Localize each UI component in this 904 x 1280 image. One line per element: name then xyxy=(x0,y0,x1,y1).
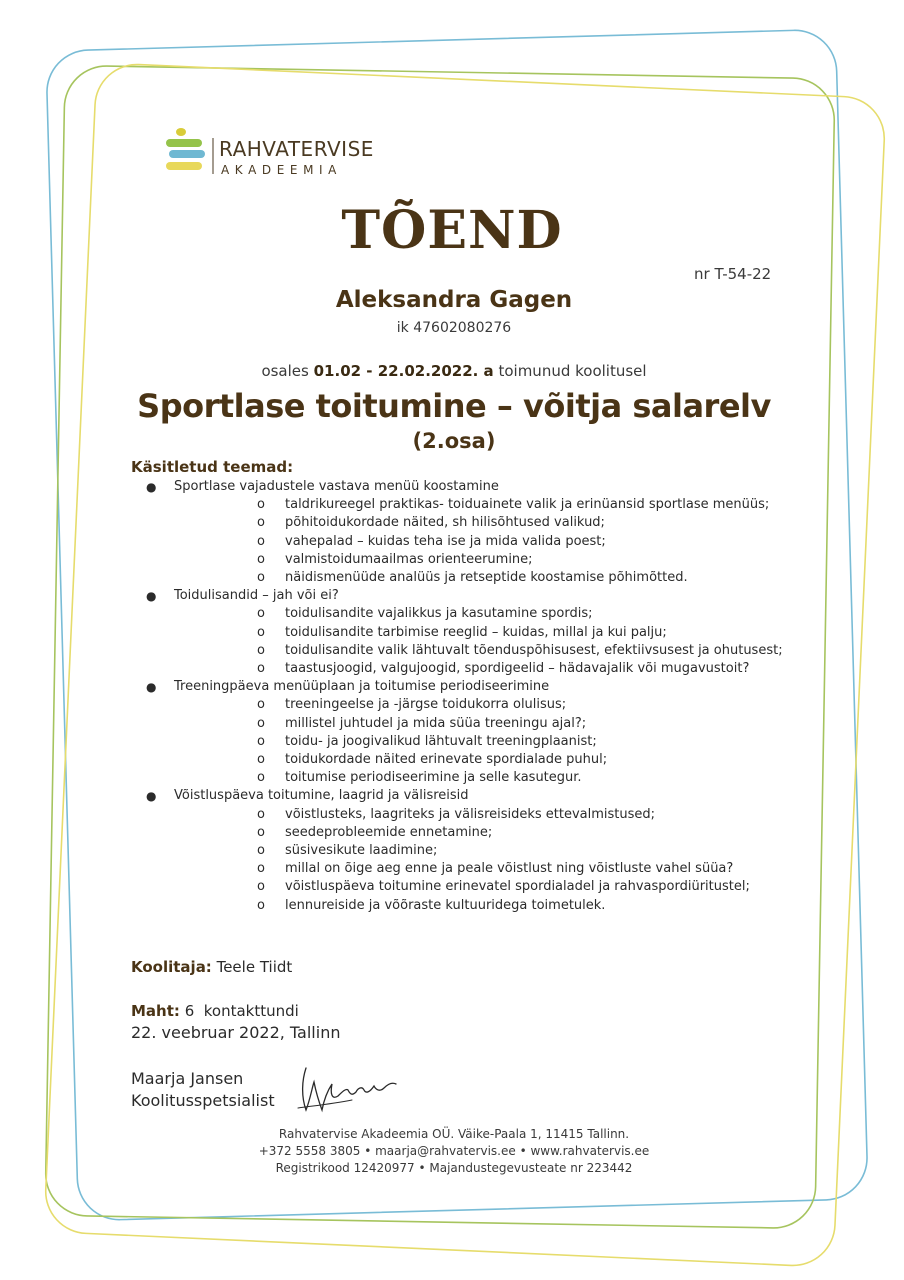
subtopic-text: süsivesikute laadimine; xyxy=(285,843,438,859)
circle-bullet-icon: o xyxy=(257,551,265,567)
circle-bullet-icon: o xyxy=(257,533,265,549)
logo-leaf xyxy=(176,128,186,136)
topic-title: Sportlase vajadustele vastava menüü koostamine xyxy=(174,479,499,494)
circle-bullet-icon: o xyxy=(257,879,265,895)
topic-item xyxy=(131,587,791,605)
circle-bullet-icon: o xyxy=(257,861,265,877)
attendance-line xyxy=(0,362,904,380)
topic-title: Treeningpäeva menüüplaan ja toitumise periodiseerimine xyxy=(174,679,550,695)
topic-title: Toidulisandid – jah või ei? xyxy=(174,588,339,604)
footer-address: Rahvatervise Akadeemia OÜ. Väike-Paala 1, 11415 Tallinn. xyxy=(278,1127,630,1141)
subtopic-item xyxy=(131,551,791,569)
circle-bullet-icon: o xyxy=(257,824,265,840)
participant-id-code: ik 47602080276 xyxy=(396,320,512,336)
circle-bullet-icon: o xyxy=(257,642,265,658)
bullet-icon: ● xyxy=(146,789,157,804)
subtopic-text: toidulisandite valik lähtuvalt tõenduspõhisusest, efektiivsusest ja ohutusest; xyxy=(285,642,783,658)
course-title: Sportlase toitumine – võitja salarelv xyxy=(137,387,771,425)
circle-bullet-icon: o xyxy=(257,697,265,713)
course-part: (2.osa) xyxy=(412,429,496,453)
circle-bullet-icon: o xyxy=(257,752,265,768)
circle-bullet-icon: o xyxy=(257,570,265,586)
subtopic-text: seedeprobleemide ennetamine; xyxy=(285,824,493,840)
subtopic-text: taldrikureegel praktikas- toiduainete valik ja erinüansid sportlase menüüs; xyxy=(285,497,770,513)
footer-registry: Registrikood 12420977 • Majandustegevusteate nr 223442 xyxy=(275,1161,633,1175)
subtopic-item xyxy=(131,605,791,623)
trainer-line xyxy=(131,958,292,976)
subtopic-text: põhitoidukordade näited, sh hilisõhtused valikud; xyxy=(285,515,605,531)
subtopic-text: võistluspäeva toitumine erinevatel spordialadel ja rahvaspordiüritustel; xyxy=(285,879,750,895)
logo-bar-yellow xyxy=(166,162,202,170)
subtopic-text: näidismenüüde analüüs ja retseptide koostamise põhimõtted. xyxy=(285,570,688,586)
bullet-icon: ● xyxy=(146,589,157,604)
subtopic-item xyxy=(131,733,791,751)
logo-bar-blue xyxy=(169,150,205,158)
subtopic-item xyxy=(131,751,791,769)
signature-icon xyxy=(292,1060,402,1120)
subtopic-item xyxy=(131,533,791,551)
circle-bullet-icon: o xyxy=(257,661,265,677)
subtopic-item xyxy=(131,842,791,860)
subtopic-text: võistlusteks, laagriteks ja välisreisideks ettevalmistused; xyxy=(285,806,656,822)
footer xyxy=(0,1126,904,1177)
subtopic-text: treeningeelse ja -järgse toidukorra olulisus; xyxy=(285,697,567,713)
circle-bullet-icon: o xyxy=(257,770,265,786)
logo-wordmark-line1: RAHVATERVISE xyxy=(219,137,374,161)
circle-bullet-icon: o xyxy=(257,606,265,622)
logo-bar-green xyxy=(166,139,202,147)
signer-role: Koolitusspetsialist xyxy=(131,1091,275,1110)
topic-item xyxy=(131,478,791,496)
subtopic-item xyxy=(131,806,791,824)
trainer-value: Teele Tiidt xyxy=(216,958,293,976)
signer-name: Maarja Jansen xyxy=(131,1069,244,1088)
circle-bullet-icon: o xyxy=(257,624,265,640)
footer-contacts: +372 5558 3805 • maarja@rahvatervis.ee • www.rahvatervis.ee xyxy=(258,1144,650,1158)
bullet-icon: ● xyxy=(146,480,157,494)
subtopic-item xyxy=(131,769,791,787)
subtopic-text: toidukordade näited erinevate spordialade puhul; xyxy=(285,752,608,768)
circle-bullet-icon: o xyxy=(257,733,265,749)
logo-wordmark-line2: AKADEEMIA xyxy=(221,163,342,177)
subtopic-text: taastusjoogid, valgujoogid, spordigeelid – hädavajalik või mugavustoit? xyxy=(285,661,750,677)
topic-title: Võistluspäeva toitumine, laagrid ja välisreisid xyxy=(174,788,469,804)
subtopic-text: toitumise periodiseerimine ja selle kasutegur. xyxy=(285,770,582,786)
subtopic-text: lennureiside ja võõraste kultuuridega toimetulek. xyxy=(285,897,606,913)
subtopic-text: toidu- ja joogivalikud lähtuvalt treeningplaanist; xyxy=(285,733,597,749)
signer-block xyxy=(131,1068,275,1112)
subtopic-text: toidulisandite vajalikkus ja kasutamine spordis; xyxy=(285,606,593,622)
circle-bullet-icon: o xyxy=(257,843,265,859)
trainer-label: Koolitaja: xyxy=(131,958,212,976)
topic-item xyxy=(131,787,791,805)
bullet-icon: ● xyxy=(146,680,157,695)
participant-name: Aleksandra Gagen xyxy=(335,287,573,313)
subtopic-item xyxy=(131,824,791,842)
attendance-prefix: osales xyxy=(261,362,309,380)
subtopic-text: vahepalad – kuidas teha ise ja mida valida poest; xyxy=(285,533,606,549)
page-title: TÕEND xyxy=(341,200,563,261)
topics-list xyxy=(131,478,791,915)
circle-bullet-icon: o xyxy=(257,515,265,531)
circle-bullet-icon: o xyxy=(257,897,265,913)
volume-label: Maht: xyxy=(131,1002,180,1020)
volume-value: 6 kontakttundi xyxy=(184,1002,299,1020)
subtopic-item xyxy=(131,715,791,733)
attendance-period: 01.02 - 22.02.2022. a xyxy=(313,362,494,380)
circle-bullet-icon: o xyxy=(257,806,265,822)
subtopic-item xyxy=(131,514,791,532)
subtopic-text: valmistoidumaailmas orienteerumine; xyxy=(285,551,533,567)
topic-item xyxy=(131,678,791,696)
subtopic-item xyxy=(131,624,791,642)
subtopic-item xyxy=(131,878,791,896)
volume-line xyxy=(131,1002,299,1020)
subtopic-item xyxy=(131,696,791,714)
subtopic-item xyxy=(131,660,791,678)
circle-bullet-icon: o xyxy=(257,497,265,513)
subtopic-item xyxy=(131,642,791,660)
subtopic-item xyxy=(131,897,791,915)
topics-heading: Käsitletud teemad: xyxy=(131,458,294,476)
subtopic-item xyxy=(131,860,791,878)
subtopic-text: millistel juhtudel ja mida süüa treeningu ajal?; xyxy=(285,715,587,731)
document-number: nr T-54-22 xyxy=(694,265,772,283)
subtopic-text: millal on õige aeg enne ja peale võistlust ning võistluste vahel süüa? xyxy=(285,861,734,877)
attendance-suffix: toimunud koolitusel xyxy=(498,362,647,380)
subtopic-item xyxy=(131,569,791,587)
subtopic-item xyxy=(131,496,791,514)
subtopic-text: toidulisandite tarbimise reeglid – kuidas, millal ja kui palju; xyxy=(285,624,667,640)
date-place: 22. veebruar 2022, Tallinn xyxy=(131,1023,341,1042)
circle-bullet-icon: o xyxy=(257,715,265,731)
